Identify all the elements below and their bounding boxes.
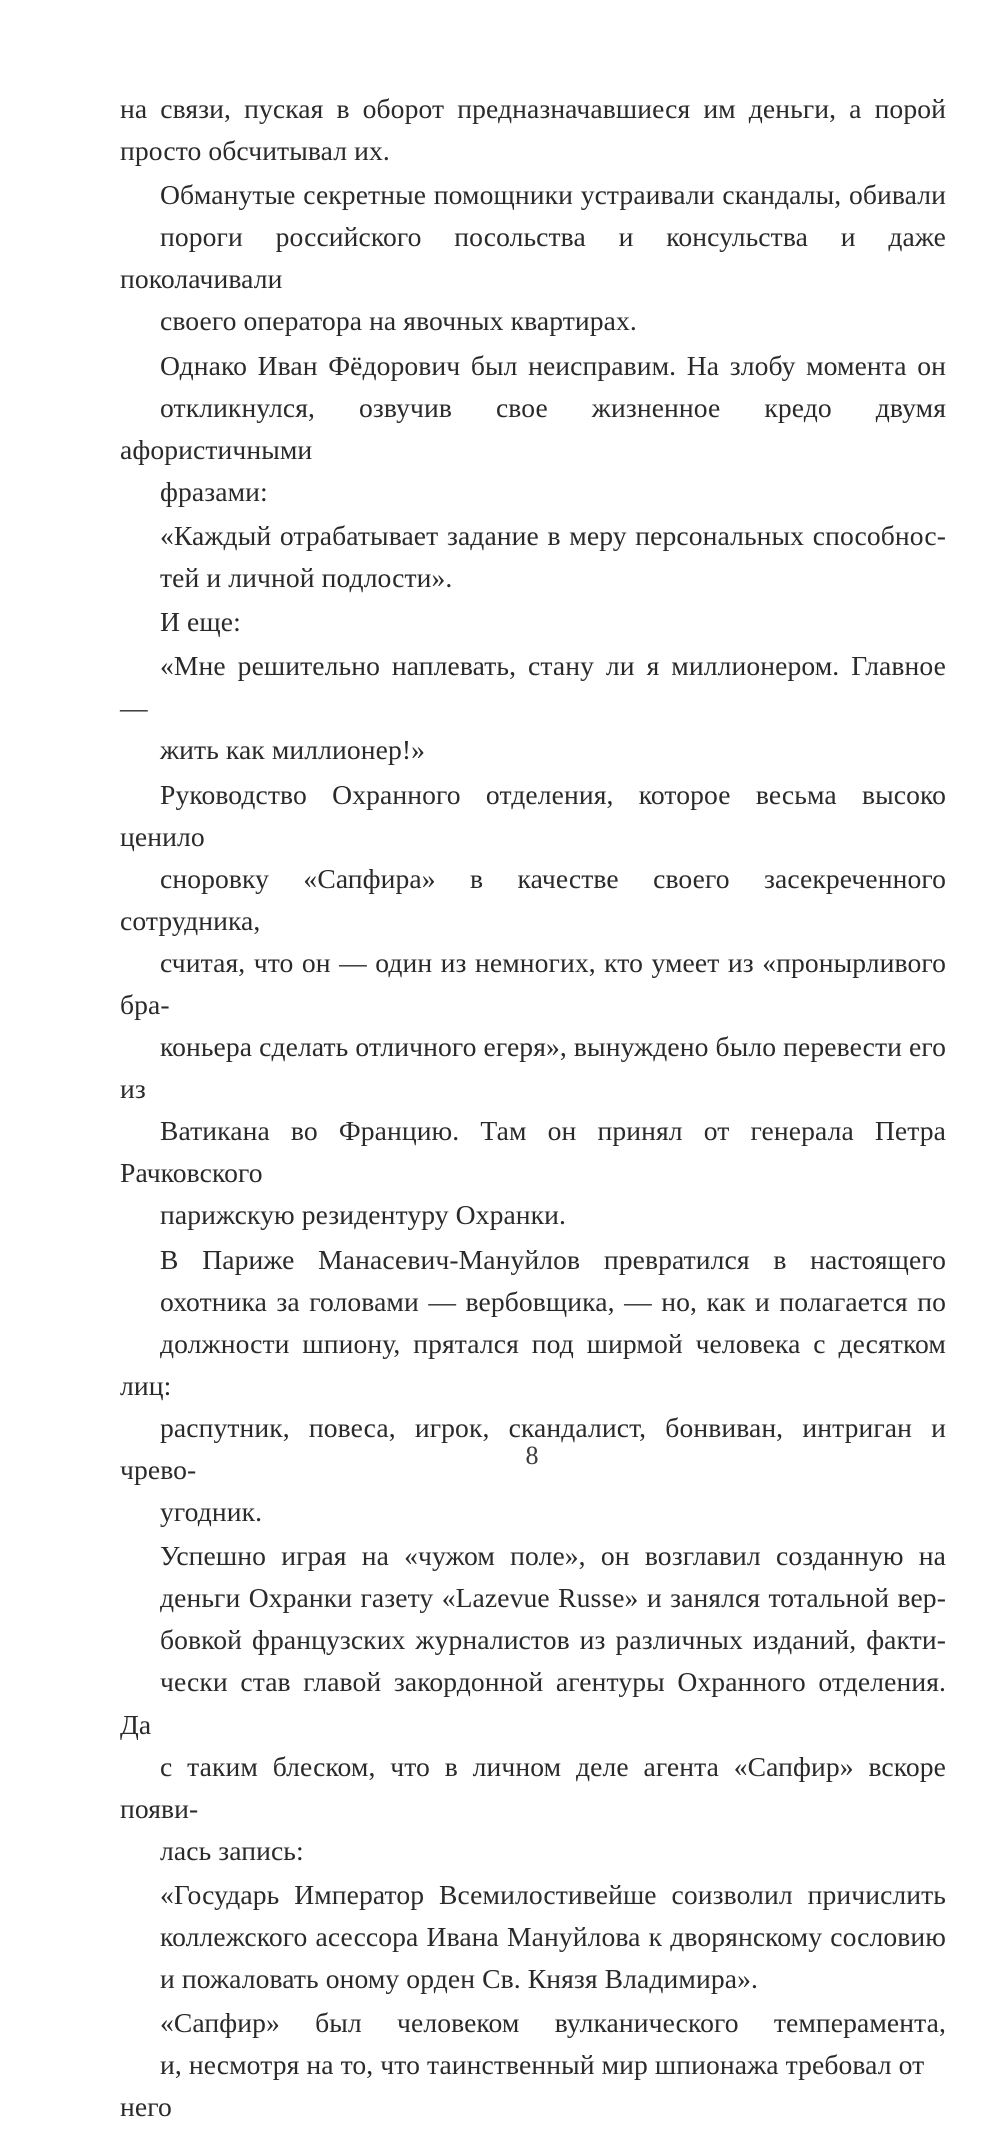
text-line: и, несмотря на то, что таинственный мир шпионажа требовал от него: [120, 2049, 925, 2123]
text-line: «Сапфир» был человеком вулканического темперамента,: [160, 2007, 946, 2039]
text-line: и пожаловать оному орден Св. Князя Владимира».: [160, 1963, 758, 1995]
text-line: жить как миллионер!»: [160, 734, 426, 766]
text-line: распутник, повеса, игрок, скандалист, бонвиван, интриган и чрево-: [120, 1411, 946, 1485]
text-line: с таким блеском, что в личном деле агента «Сапфир» вскоре появи-: [120, 1750, 946, 1824]
text-line: коньера сделать отличного егеря», вынуждено было перевести его из: [120, 1031, 946, 1105]
text-line: деньги Охранки газету «Lazevue Russe» и занялся тотальной вер-: [160, 1582, 946, 1614]
text-line: фразами:: [160, 475, 268, 507]
paragraph: [120, 345, 946, 513]
text-line: парижскую резидентуру Охранки.: [160, 1199, 567, 1231]
text-line: Ватикана во Францию. Там он принял от генерала Петра Рачковского: [120, 1115, 946, 1189]
paragraph: [120, 774, 946, 1237]
text-line: своего оператора на явочных квартирах.: [160, 305, 637, 337]
text-line: Обманутые секретные помощники устраивали скандалы, обивали: [160, 179, 946, 211]
text-line: Руководство Охранного отделения, которое весьма высоко ценило: [120, 778, 946, 852]
text-line: В Париже Манасевич-Мануйлов превратился в настоящего: [160, 1243, 946, 1275]
text-line: охотника за головами — вербовщика, — но, как и полагается по: [160, 1285, 946, 1317]
paragraph: [120, 1535, 946, 1872]
text-line: чески став главой закордонной агентуры Охранного отделения. Да: [120, 1666, 946, 1740]
text-line: коллежского асессора Ивана Мануйлова к дворянскому сословию: [160, 1921, 946, 1953]
text-line: «Каждый отрабатывает задание в меру персональных способнос-: [160, 519, 946, 551]
paragraph: [120, 1874, 946, 2000]
text-line: пороги российского посольства и консульства и даже поколачивали: [120, 221, 946, 295]
text-line: Успешно играя на «чужом поле», он возглавил созданную на: [160, 1540, 946, 1572]
text-line: просто обсчитывал их.: [120, 135, 390, 167]
paragraph: [120, 174, 946, 342]
text-line: тей и личной подлости».: [160, 562, 453, 594]
page-number: 8: [525, 1441, 539, 1470]
text-line: лась запись:: [160, 1834, 304, 1866]
text-line: «Государь Император Всемилостивейше соизволил причислить: [160, 1878, 946, 1910]
paragraph: [120, 645, 946, 771]
text-line: угодник.: [160, 1496, 263, 1528]
text-line: «Мне решительно наплевать, стану ли я миллионером. Главное —: [120, 650, 946, 724]
paragraph: [120, 515, 946, 599]
paragraph: [120, 601, 946, 643]
text-line: Однако Иван Фёдорович был неисправим. На злобу момента он: [160, 349, 946, 381]
text-line: откликнулся, озвучив свое жизненное кредо двумя афористичными: [120, 391, 946, 465]
paragraph: [120, 2002, 946, 2128]
text-line: на связи, пуская в оборот предназначавшиеся им деньги, а порой: [120, 93, 946, 124]
paragraph: [120, 1239, 946, 1534]
text-line: бовкой французских журналистов из различных изданий, факти-: [160, 1624, 946, 1656]
paragraph: [120, 88, 946, 172]
text-line: считая, что он — один из немногих, кто умеет из «пронырливого бра-: [120, 946, 946, 1020]
body-text: [120, 88, 946, 2131]
text-line: должности шпиону, прятался под ширмой человека с десятком лиц:: [120, 1327, 946, 1401]
text-line: сноровку «Сапфира» в качестве своего засекреченного сотрудника,: [120, 862, 946, 936]
text-line: И еще:: [160, 606, 241, 638]
